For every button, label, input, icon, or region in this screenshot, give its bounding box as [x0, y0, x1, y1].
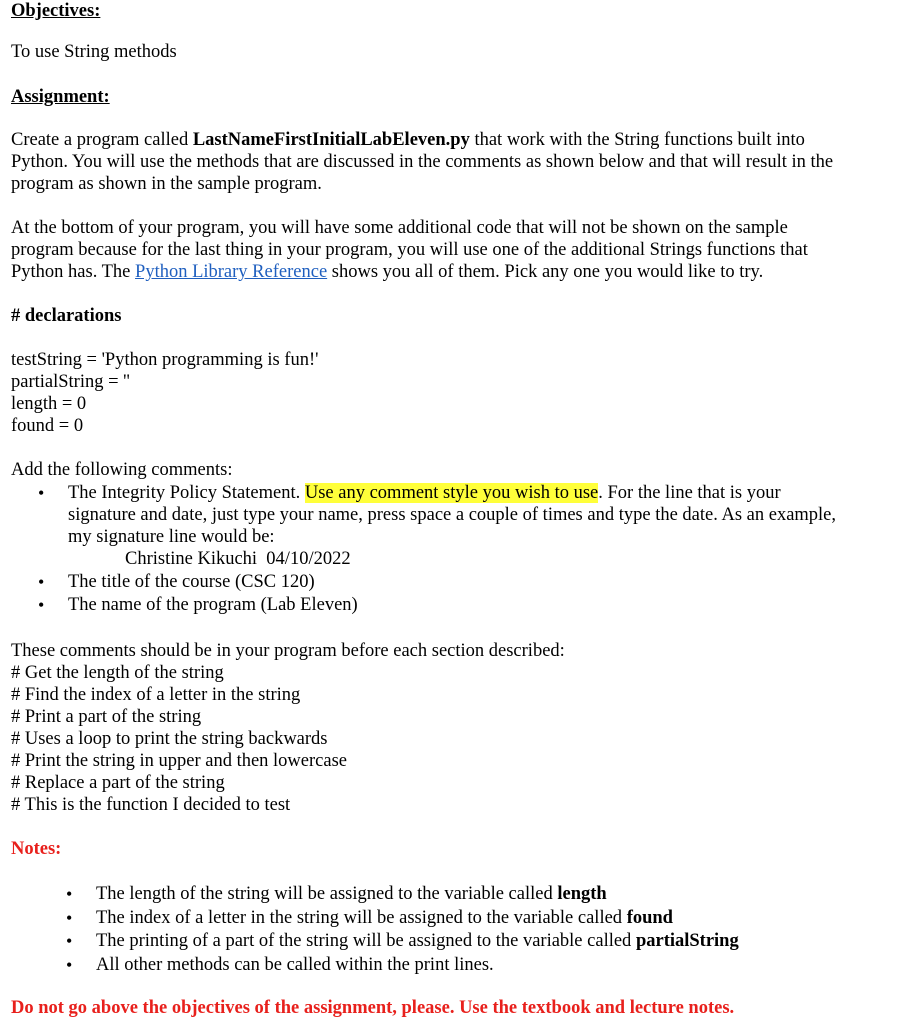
section-comment-line: # Get the length of the string [11, 663, 224, 683]
sections-intro: These comments should be in your program before each section described: [11, 641, 565, 661]
python-library-reference-link[interactable]: Python Library Reference [135, 262, 328, 282]
highlighted-text: Use any comment style you wish to use [304, 483, 599, 503]
list-item: • All other methods can be called within the print lines. [96, 954, 896, 976]
section-comment-line: # Replace a part of the string [11, 773, 225, 793]
section-comments [11, 662, 347, 816]
assignment-paragraph-2: At the bottom of your program, you will have some additional code that will not be shown on the sample program because for the last thing in your program, you will use one of the additional Strings functions that Python has. The Python Library Reference shows you all of them. Pick any one you would like to try. [11, 218, 808, 282]
section-comment-line: # This is the function I decided to test [11, 795, 291, 815]
list-item: • The Integrity Policy Statement. Use any comment style you wish to use. For the line that is your signature and date, just type your name, press space a couple of times and type the date. As an example, my signature line would be: Christine Kikuchi 04/10/2022 [68, 482, 898, 570]
objectives-text: To use String methods [11, 42, 177, 62]
comments-intro: Add the following comments: [11, 460, 233, 480]
declarations-heading: # declarations [11, 306, 122, 326]
list-item: • The length of the string will be assigned to the variable called length [96, 883, 896, 905]
code-line: testString = 'Python programming is fun!' [11, 350, 319, 370]
code-line: found = 0 [11, 416, 84, 436]
notes-heading: Notes: [11, 839, 62, 859]
code-line: partialString = '' [11, 372, 130, 392]
code-line: length = 0 [11, 394, 87, 414]
objectives-heading: Objectives: [11, 1, 101, 21]
section-comment-line: # Print the string in upper and then lowercase [11, 751, 347, 771]
section-comment-line: # Uses a loop to print the string backwards [11, 729, 328, 749]
assignment-paragraph-1: Create a program called LastNameFirstInitialLabEleven.py that work with the String functions built into Python. You will use the methods that are discussed in the comments as shown below and that will result in the program as shown in the sample program. [11, 130, 834, 194]
section-comment-line: # Find the index of a letter in the string [11, 685, 301, 705]
section-comment-line: # Print a part of the string [11, 707, 202, 727]
footer-warning: Do not go above the objectives of the assignment, please. Use the textbook and lecture notes. [11, 998, 735, 1018]
list-item: • The title of the course (CSC 120) [68, 571, 898, 593]
filename: LastNameFirstInitialLabEleven.py [192, 130, 470, 150]
list-item: • The printing of a part of the string will be assigned to the variable called partialString [96, 930, 896, 952]
assignment-heading: Assignment: [11, 87, 110, 107]
list-item: • The index of a letter in the string will be assigned to the variable called found [96, 907, 896, 929]
declarations-code [11, 349, 318, 437]
list-item: • The name of the program (Lab Eleven) [68, 594, 898, 616]
comments-list [68, 482, 898, 616]
notes-list [96, 883, 896, 976]
signature-example: Christine Kikuchi 04/10/2022 [125, 549, 351, 569]
